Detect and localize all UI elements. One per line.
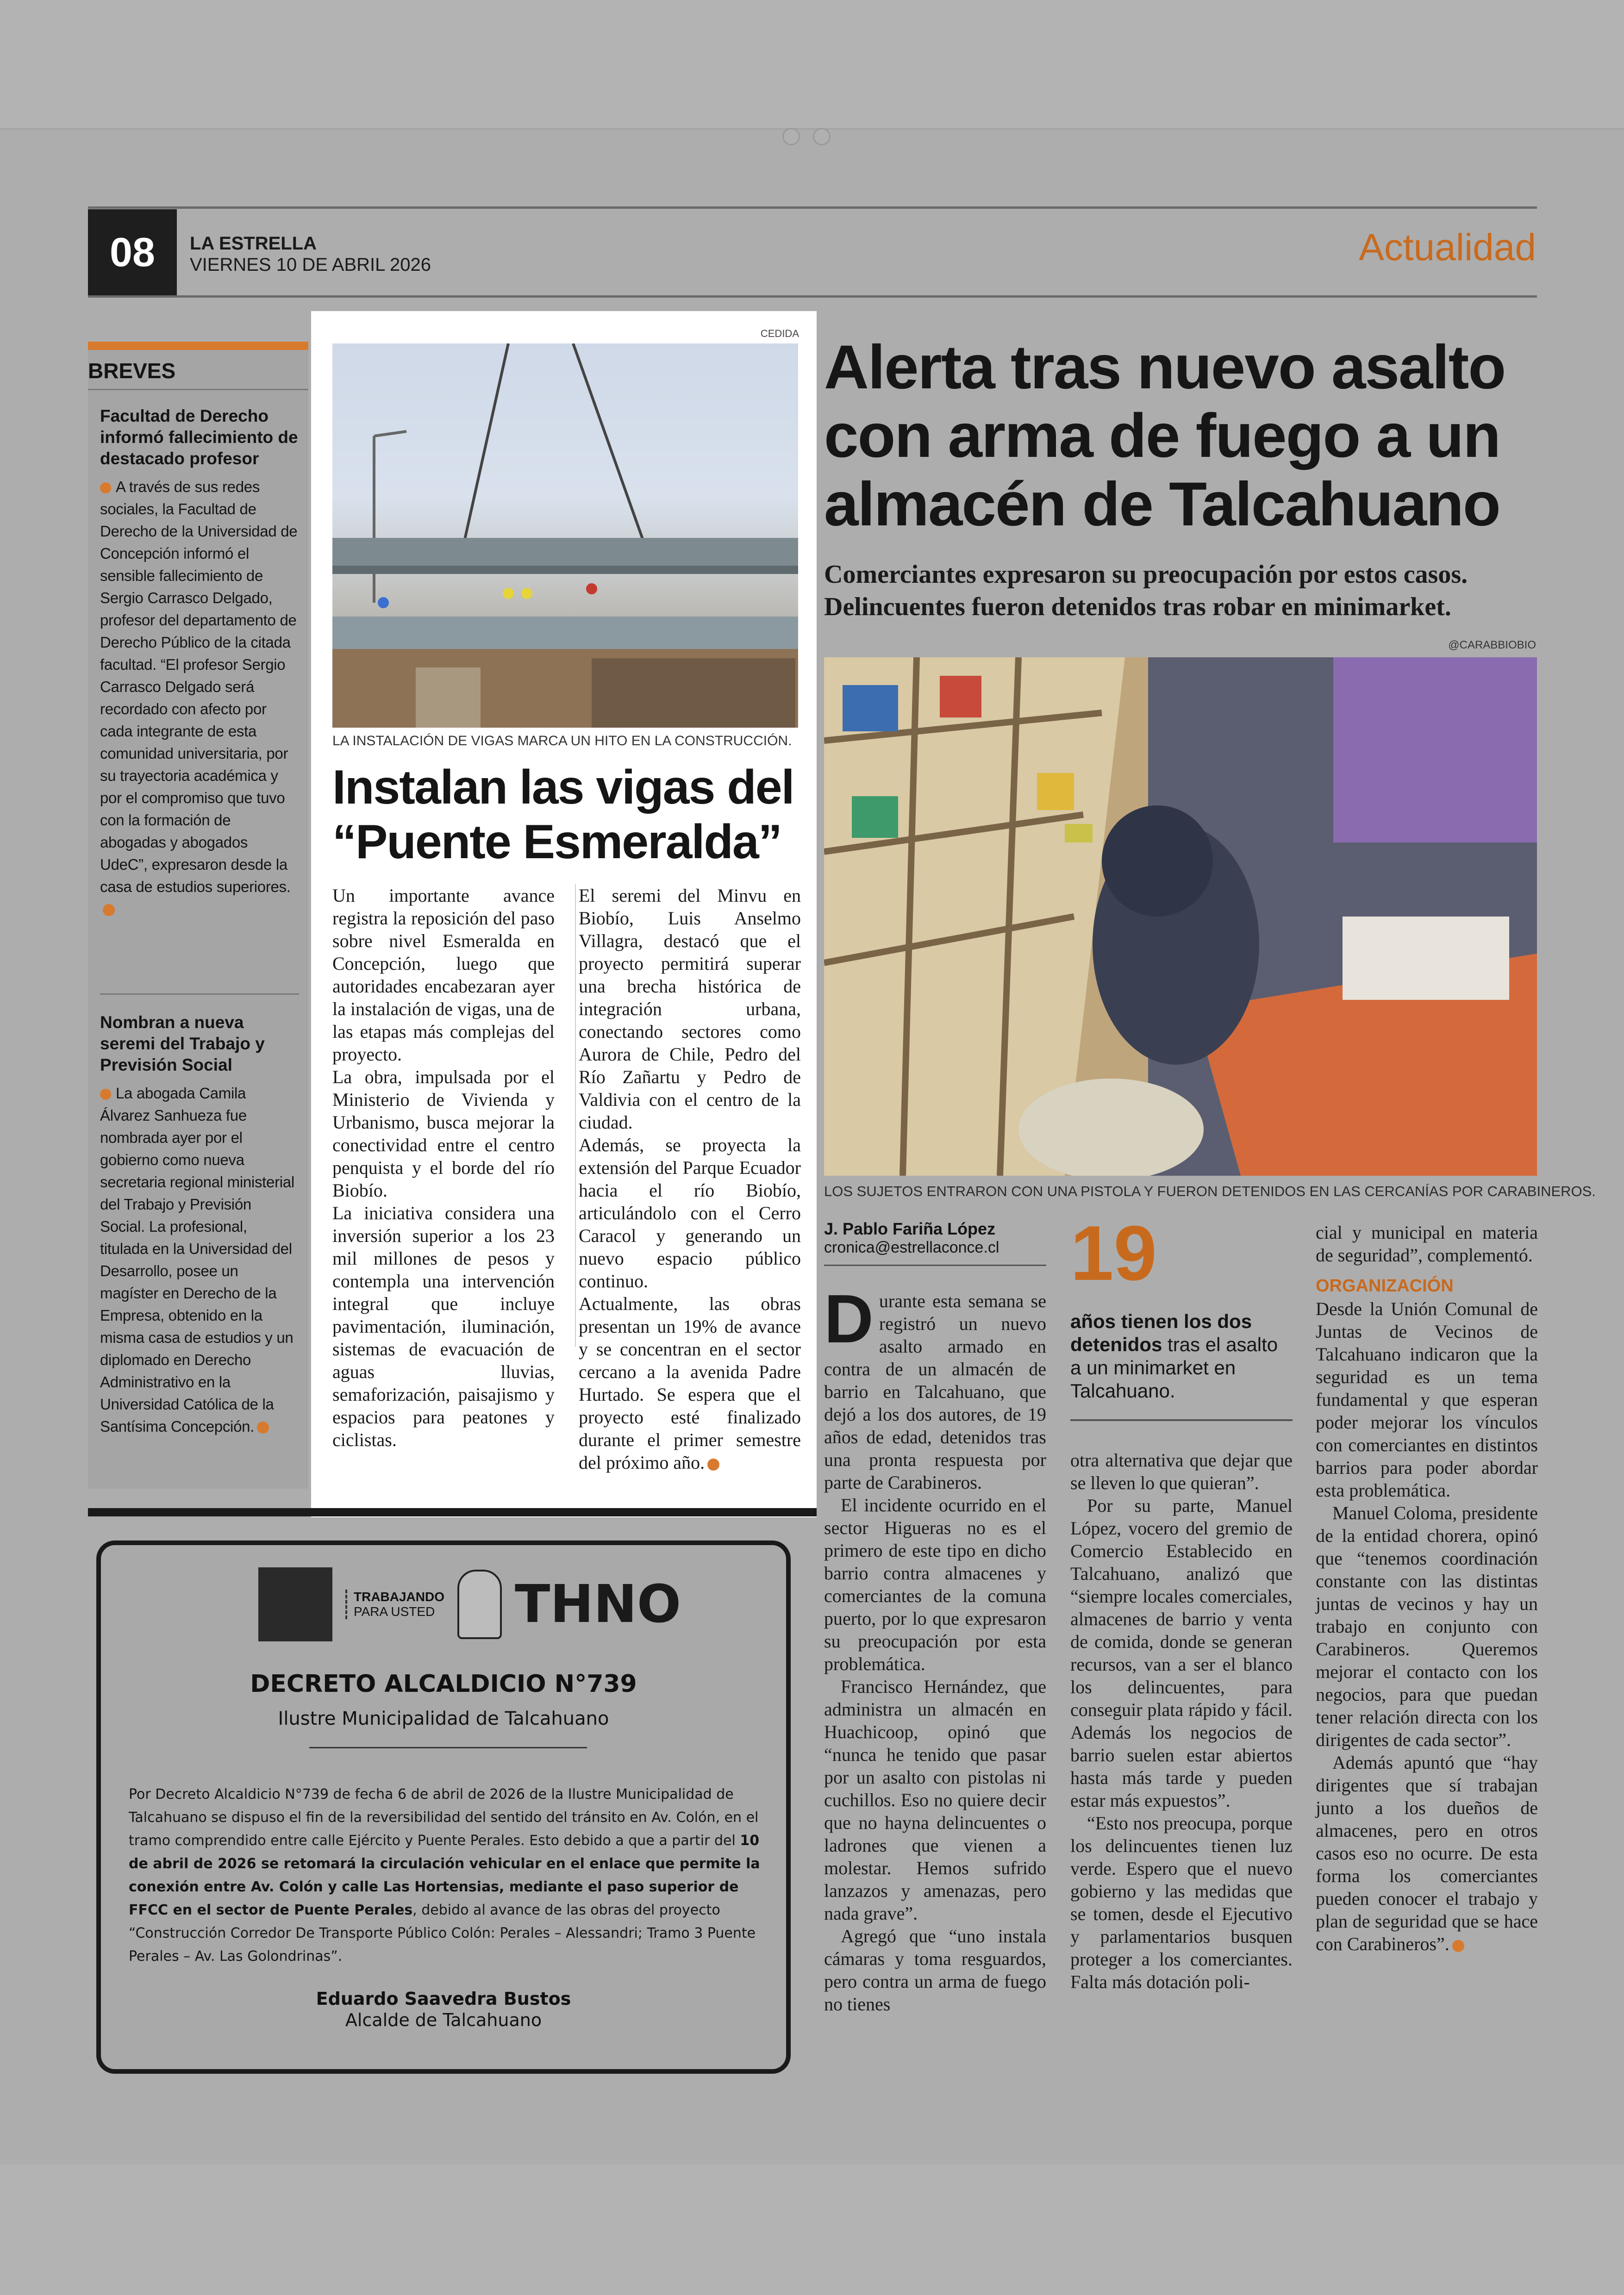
page-pager[interactable]: [782, 128, 831, 145]
section-rule: [89, 1508, 817, 1516]
breves-accent-bar: [88, 342, 308, 350]
paragraph: otra alternativa que dejar que se lleven lo que quieran”.: [1070, 1450, 1293, 1493]
robbery-photo-illustration: [824, 657, 1537, 1176]
end-mark-icon: [707, 1459, 719, 1471]
paragraph: [1316, 1751, 1538, 1955]
bridge-photo-illustration: [332, 343, 798, 728]
paragraph: Por su parte, Manuel López, vocero del gremio de Comercio Establecido en Talcahuano, analizó que “siempre locales comerciales, almacenes de barrio y venta de comida, donde se generan recursos, van a ser el blanco los delincuentes, para conseguir plata rápido y fácil. Además los negocios de barrio suelen estar abiertos hasta más tarde y pueden estar más expuestos”.: [1070, 1495, 1293, 1811]
paragraph: cial y municipal en materia de seguridad”, complementó.: [1316, 1222, 1538, 1266]
bridge-headline: Instalan las vigas del “Puente Esmeralda”: [332, 761, 794, 869]
paragraph-text: Además apuntó que “hay dirigentes que sí trabajan junto a los dueños de almacenes, pero en otros casos eso no ocurre. De esta forma los comerciantes pueden conocer el trabajo y plan de seguridad que se hace con Carabineros”.: [1316, 1752, 1538, 1954]
breve-item: [100, 405, 299, 920]
notice-signer: Eduardo Saavedra Bustos: [316, 1989, 571, 2009]
ministry-logo: [258, 1567, 332, 1641]
paragraph: [579, 1292, 801, 1474]
paragraph: Agregó que “uno instala cámaras y toma resguardos, pero contra un arma de fuego no tienes: [824, 1926, 1046, 2014]
notice-text-bold: 10 de abril de 2026 se retomará la circulación vehicular en el enlace que permite la conexión entre Av. Colón y calle Las Hortensias, mediante el paso superior de FFCC en el sector de Puente Perales: [129, 1833, 760, 1918]
breve-body: [100, 1082, 299, 1438]
main-body-col1: [824, 1281, 1046, 2015]
notice-body: [129, 1783, 768, 1968]
breves-column: [88, 350, 308, 1489]
bullet-dot-icon: [100, 1089, 111, 1100]
breve-body-text: A través de sus redes sociales, la Facultad de Derecho de la Universidad de Concepción informó el sensible fallecimiento de Sergio Carrasco Delgado, profesor del departamento de Derecho Público de la citada facultad. “El profesor Sergio Carrasco Delgado será recordado con afecto por cada integrante de esta comunidad universitaria, por su trayectoria académica y por el compromiso que tuvo con la formación de abogadas y abogados UdeC”, expresaron desde la casa de estudios superiores.: [100, 478, 298, 895]
photo-credit: @CARABBIOBIO: [1448, 639, 1536, 651]
breve-headline: Nombran a nueva seremi del Trabajo y Previsión Social: [100, 1013, 265, 1074]
photo-caption: LOS SUJETOS ENTRARON CON UNA PISTOLA Y FUERON DETENIDOS EN LAS CERCANÍAS POR CARABINEROS.: [824, 1183, 1596, 1199]
notice-logos: [258, 1567, 681, 1641]
notice-divider: [309, 1747, 587, 1748]
paragraph: La obra, impulsada por el Ministerio de Vivienda y Urbanismo, busca mejorar la conectividad entre el centro penquista y el borde del río Biobío.: [332, 1066, 555, 1201]
breve-item: [100, 1012, 299, 1438]
breve-divider: [100, 993, 299, 995]
paragraph: Manuel Coloma, presidente de la entidad chorera, opinó que “tenemos coordinación constante con las distintas juntas de vecinos y hay un trabajo en conjunto con Carabineros. Queremos mejorar el contacto con los negocios, para que puedan tener relación directa con los dirigentes de cada sector”.: [1316, 1503, 1538, 1750]
robbery-photo: [824, 657, 1537, 1176]
breve-headline: Facultad de Derecho informó fallecimiento de destacado profesor: [100, 406, 298, 468]
notice-title: DECRETO ALCALDICIO N°739: [250, 1670, 637, 1698]
issue-date: VIERNES 10 DE ABRIL 2026: [190, 255, 431, 275]
header-bottom-rule: [88, 295, 1537, 298]
breve-body: [100, 476, 299, 920]
main-body-col2: [1070, 1449, 1293, 1993]
breves-title: BREVES: [88, 358, 308, 390]
bridge-body-col1: [332, 884, 555, 1451]
notice-signer-role: Alcalde de Talcahuano: [345, 2010, 542, 2030]
main-body-col3: [1316, 1221, 1538, 1955]
notice-subtitle: Ilustre Municipalidad de Talcahuano: [278, 1708, 609, 1729]
highlight-rest: tras el asalto a un minimarket en Talcahuano.: [1070, 1334, 1278, 1402]
column-rule: [575, 884, 576, 1347]
paragraph-text: Actualmente, las obras presentan un 19% de avance y se concentran en el sector cercano a la avenida Padre Hurtado. Se espera que el proyecto esté finalizado durante el primer semestre del próximo año.: [579, 1293, 801, 1473]
end-mark-icon: [1452, 1940, 1464, 1952]
end-mark-icon: [257, 1422, 269, 1434]
paragraph: Un importante avance registra la reposición del paso sobre nivel Esmeralda en Concepción, luego que autoridades encabezaran ayer la instalación de vigas, una de las etapas más complejas del proyecto.: [332, 885, 555, 1065]
pager-dot-icon[interactable]: [782, 128, 800, 145]
logo-text: TRABAJANDO: [354, 1590, 444, 1604]
header-top-rule: [88, 206, 1537, 209]
municipal-seal-icon: [457, 1570, 502, 1639]
byline-email[interactable]: cronica@estrellaconce.cl: [824, 1239, 999, 1256]
bullet-dot-icon: [100, 482, 111, 493]
byline-rule: [824, 1265, 1046, 1266]
paragraph: “Esto nos preocupa, porque los delincuentes tienen luz verde. Espero que el nuevo gobierno y las medidas que se tomen, desde el Ejecutivo y parlamentarios busquen proteger a los comerciantes. Falta más dotación poli-: [1070, 1813, 1293, 1992]
paragraph: El seremi del Minvu en Biobío, Luis Anselmo Villagra, destacó que el proyecto permitirá superar una brecha histórica de integración urbana, conectando sectores como Aurora de Chile, Pedro del Río Zañartu y Pedro de Valdivia con el centro de la ciudad.: [579, 885, 801, 1133]
paragraph: Desde la Unión Comunal de Juntas de Vecinos de Talcahuano indicaron que la seguridad es un tema fundamental y que esperan poder mejorar los vínculos con comerciantes en distintos barrios para poder abordar esta problemática.: [1316, 1298, 1538, 1501]
page-number: 08: [88, 209, 177, 295]
highlight-text: [1070, 1310, 1293, 1403]
paragraph: Francisco Hernández, que administra un almacén en Huachicoop, opinó que “nunca he tenido que pasar por un asalto con pistolas ni cuchillos. Eso no quiere decir que no hayna delincuentes o ladrones que vienen a molestar. Hemos sufrido lanzazos y amenazas, pero nada grave”.: [824, 1676, 1046, 1924]
thno-logo: THNO: [515, 1574, 681, 1634]
end-mark-icon: [103, 904, 115, 916]
byline-author: J. Pablo Fariña López: [824, 1219, 996, 1238]
section-title: Actualidad: [1359, 226, 1536, 268]
photo-caption: LA INSTALACIÓN DE VIGAS MARCA UN HITO EN LA CONSTRUCCIÓN.: [332, 733, 792, 748]
highlight-rule: [1070, 1419, 1293, 1421]
notice-text: , debido al avance de las obras del proyecto “Construcción Corredor De Transporte Público Colón: Perales – Alessandri; Tramo 3 Puente Perales – Av. Las Golondrinas”.: [129, 1902, 756, 1964]
paragraph-text: urante esta semana se registró un nuevo asalto armado en contra de un almacén de barrio en Talcahuano, que dejó a los dos autores, de 19 años de edad, detenidos tras una pronta respuesta por parte de Carabineros.: [824, 1291, 1046, 1493]
logo-text: PARA USTED: [354, 1604, 435, 1619]
bridge-story: [311, 311, 817, 1517]
paragraph: [824, 1281, 1046, 1494]
paragraph: Además, se proyecta la extensión del Parque Ecuador hacia el río Biobío, articulándolo con el Cerro Caracol y generando un nuevo espacio público continuo.: [579, 1135, 801, 1291]
paragraph: El incidente ocurrido en el sector Higueras no es el primero de este tipo en dicho barrio contra almacenes y comerciantes de la comuna puerto, por lo que expresaron su preocupación por esta problemática.: [824, 1495, 1046, 1674]
pager-dot-icon[interactable]: [813, 128, 831, 145]
highlight-bold: años tienen los dos detenidos: [1070, 1310, 1252, 1355]
main-deck: Comerciantes expresaron su preocupación por estos casos. Delincuentes fueron detenidos tras robar en minimarket.: [824, 560, 1468, 621]
viewer-bottom-band: [0, 2164, 1624, 2295]
viewer-top-band: [0, 0, 1624, 130]
breve-body-text: La abogada Camila Álvarez Sanhueza fue nombrada ayer por el gobierno como nueva secretaria regional ministerial del Trabajo y Previsión Social. La profesional, titulada en la Universidad del Desarrollo, posee un magíster en Derecho de la Empresa, obtenido en la misma casa de estudios y un diplomado en Derecho Administrativo en la Universidad Católica de la Santísima Concepción.: [100, 1085, 294, 1435]
bridge-body-col2: [579, 884, 801, 1474]
paragraph: La iniciativa considera una inversión superior a los 23 mil millones de pesos y contempla una intervención integral que incluye pavimentación, iluminación, sistemas de evacuación de aguas lluvias, semaforización, paisajismo y espacios para peatones y ciclistas.: [332, 1203, 555, 1450]
photo-credit: CEDIDA: [760, 328, 799, 339]
notice-text: Por Decreto Alcaldicio N°739 de fecha 6 de abril de 2026 de la Ilustre Municipalidad de Talcahuano se dispuso el fin de la reversibilidad del sentido del tránsito en Av. Colón, en el tramo comprendido entre calle Ejército y Puente Perales. Esto debido a que a partir del: [129, 1786, 759, 1849]
paper-name: LA ESTRELLA: [190, 233, 317, 254]
subhead: ORGANIZACIÓN: [1316, 1276, 1454, 1296]
bridge-photo: [332, 343, 798, 728]
trabajando-logo: [345, 1590, 444, 1619]
drop-cap: D: [824, 1281, 874, 1357]
municipal-notice: [96, 1540, 791, 2074]
highlight-number: 19: [1070, 1210, 1157, 1297]
main-headline: Alerta tras nuevo asalto con arma de fuego a un almacén de Talcahuano: [824, 333, 1505, 539]
